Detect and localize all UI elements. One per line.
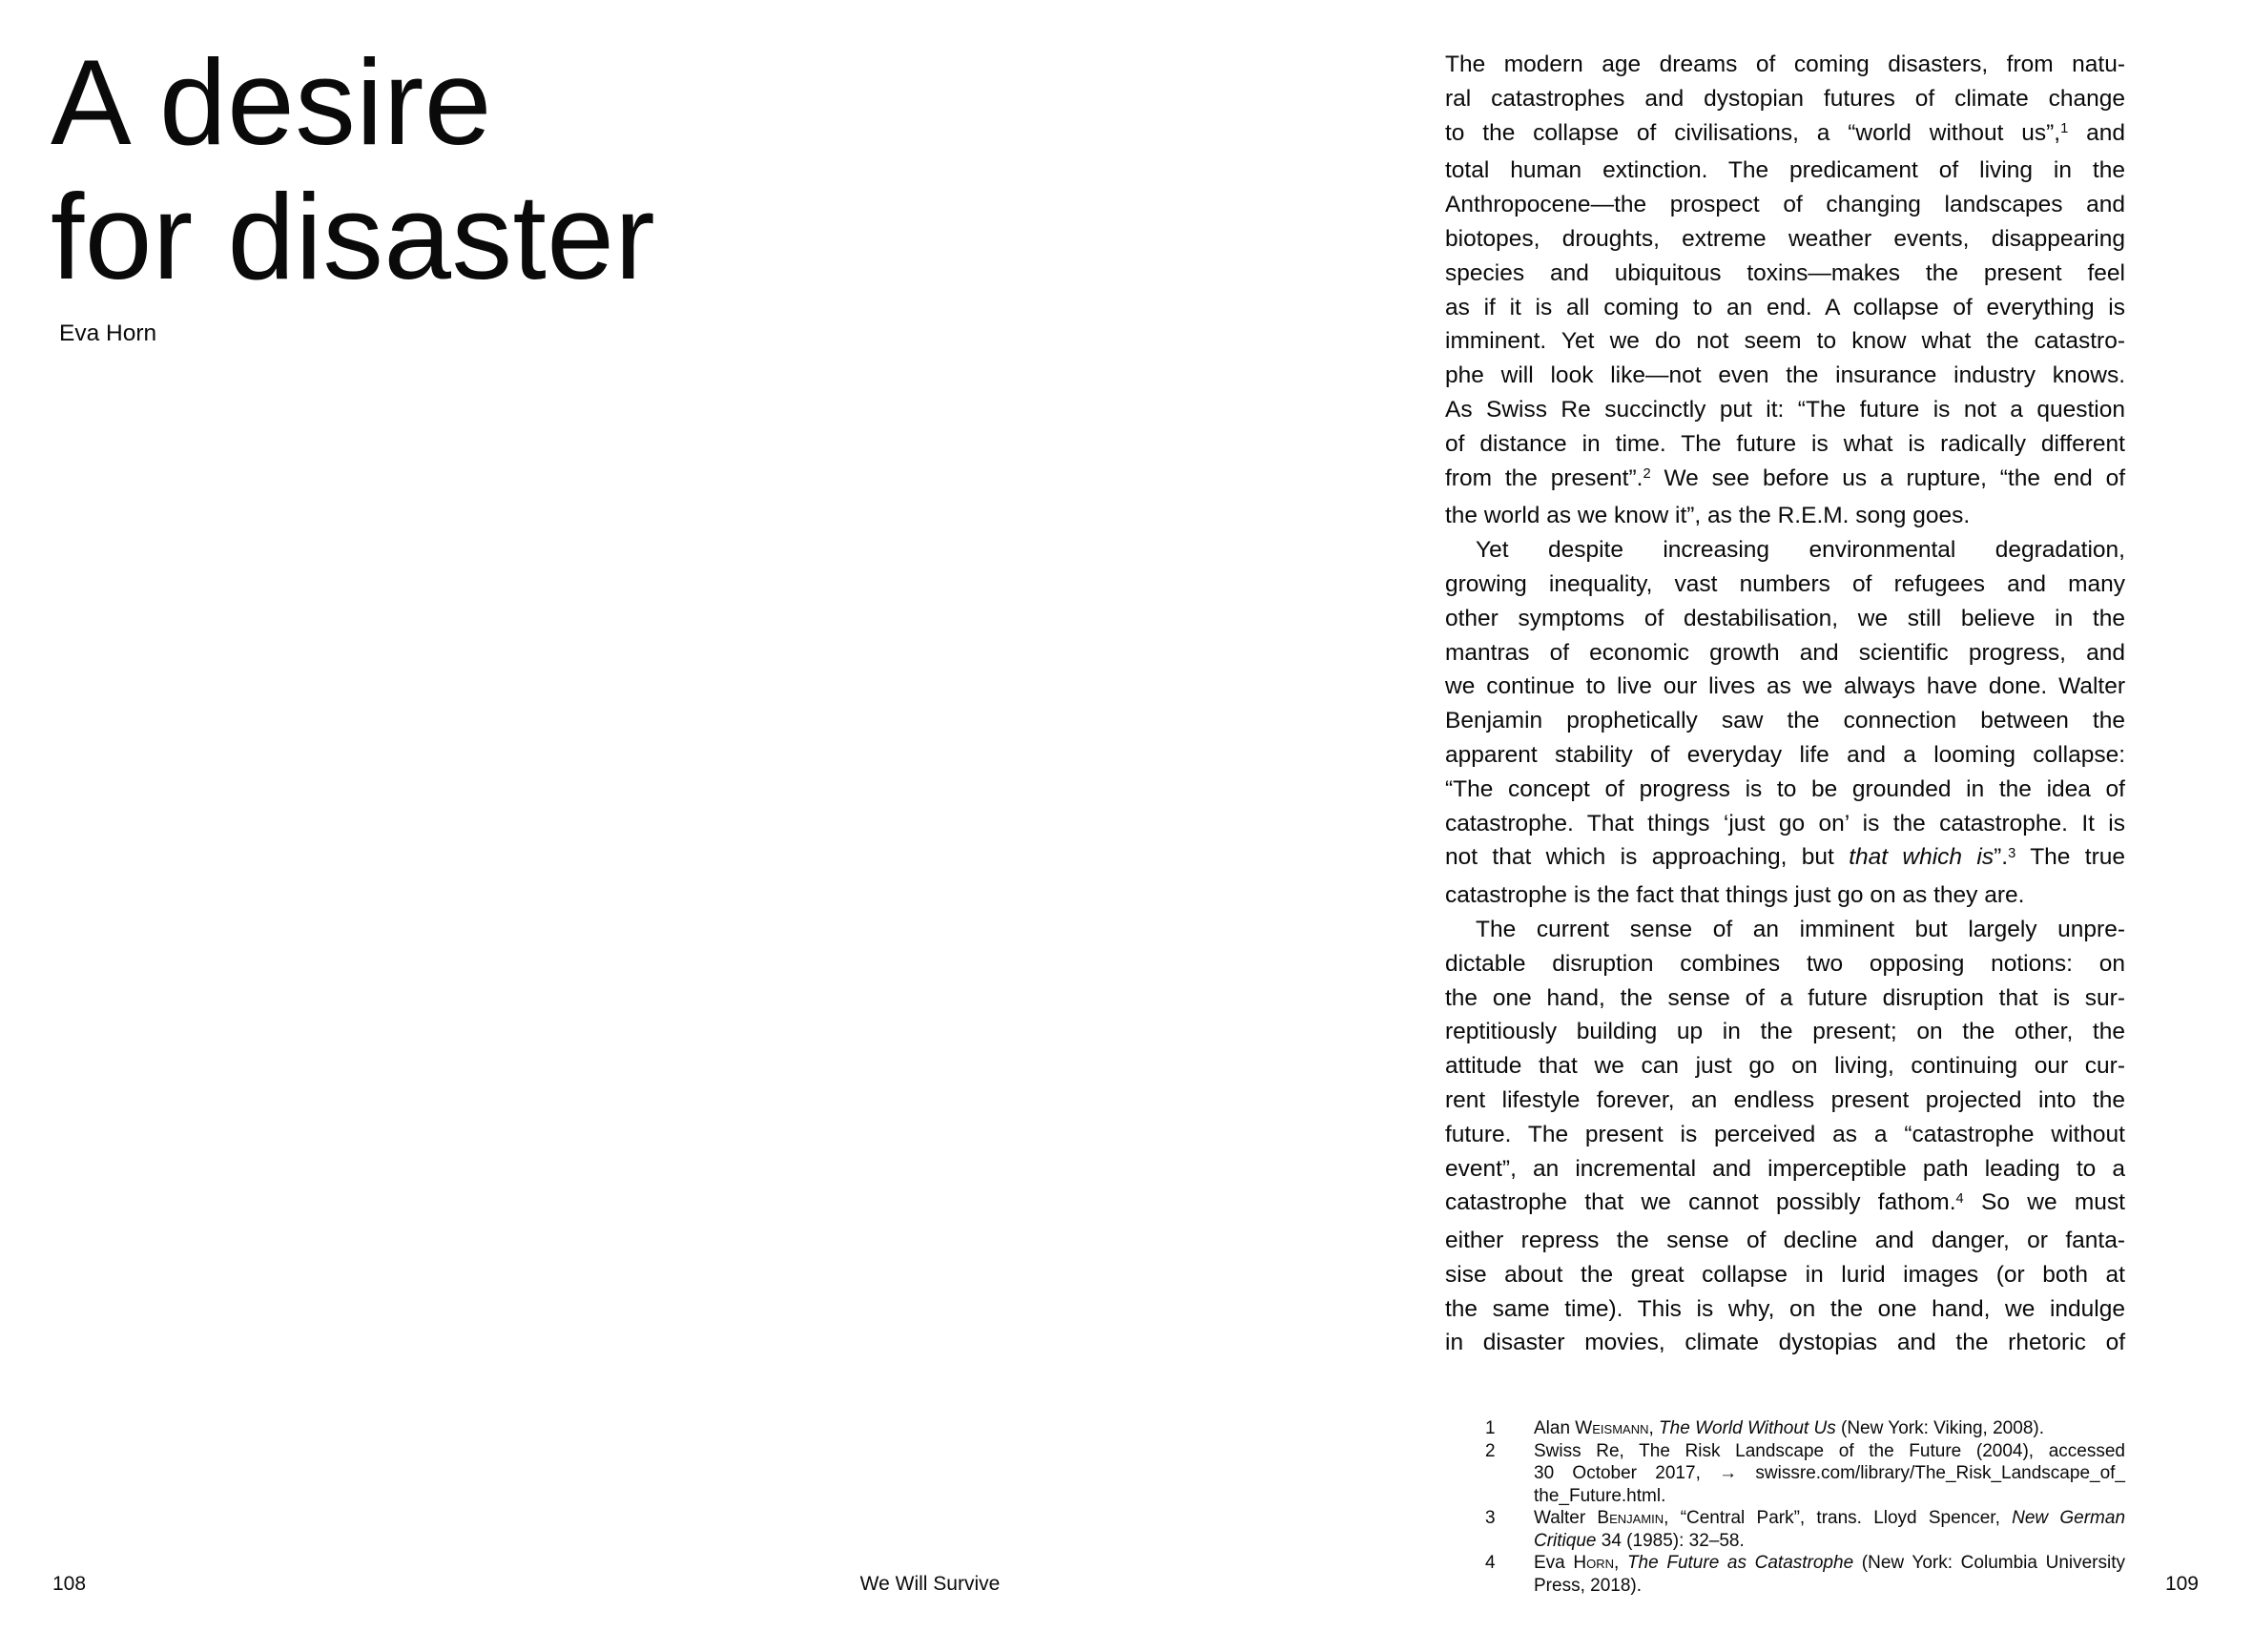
text-segment: , “Central Park”, trans. Lloyd Spencer, — [1664, 1508, 2013, 1528]
text-segment: phe will look like—not even the insurance industry knows. — [1445, 362, 2125, 389]
body-text-line — [1445, 1084, 2125, 1118]
text-segment: catastrophe is the fact that things just go on as they are. — [1445, 882, 2025, 909]
body-text-line — [1445, 913, 2125, 947]
article-title-line-1: A desire — [51, 34, 492, 170]
body-text-line — [1445, 878, 2125, 913]
running-footer: We Will Survive — [859, 1573, 1001, 1595]
text-segment: mantras of economic growth and scientific progress, and — [1445, 639, 2125, 666]
page-number-left: 108 — [52, 1573, 87, 1595]
body-text-line — [1445, 807, 2125, 841]
body-text-line — [1445, 1186, 2125, 1224]
footnote-text — [1534, 1552, 2125, 1597]
footnote-number: 2 — [1485, 1440, 1496, 1461]
body-text-line — [1445, 1049, 2125, 1084]
text-segment: of distance in time. The future is what is radically different — [1445, 430, 2125, 457]
text-segment: So we must — [1963, 1189, 2125, 1216]
text-segment: we continue to live our lives as we always have done. Walter — [1445, 673, 2125, 700]
text-segment: Walter B — [1534, 1508, 1610, 1528]
text-segment: the same time). This is why, on the one hand, we indulge — [1445, 1295, 2125, 1322]
body-text-line — [1445, 393, 2125, 427]
footnote-line — [1534, 1440, 2125, 1463]
footnote-ref: 3 — [2008, 845, 2016, 861]
text-segment: and — [2068, 119, 2125, 146]
footnote-ref: 1 — [2060, 121, 2069, 137]
body-text-line — [1445, 359, 2125, 393]
text-segment: biotopes, droughts, extreme weather events, disappearing — [1445, 225, 2125, 252]
text-segment: imminent. Yet we do not seem to know what the catastro- — [1445, 328, 2125, 355]
text-segment: other symptoms of destabilisation, we still believe in the — [1445, 605, 2125, 631]
text-segment: dictable disruption combines two opposing notions: on — [1445, 950, 2125, 977]
text-segment: The current sense of an imminent but largely unpre- — [1476, 916, 2125, 942]
body-column — [1445, 48, 2125, 1360]
text-segment: future. The present is perceived as a “catastrophe without — [1445, 1121, 2125, 1147]
text-segment: attitude that we can just go on living, continuing our cur- — [1445, 1053, 2125, 1080]
text-segment: the world as we know it”, as the R.E.M. song goes. — [1445, 503, 1971, 529]
text-segment: The World Without Us — [1659, 1418, 1836, 1438]
text-segment: apparent stability of everyday life and a looming collapse: — [1445, 741, 2125, 768]
body-text-line — [1445, 636, 2125, 671]
text-segment: species and ubiquitous toxins—makes the present feel — [1445, 259, 2125, 286]
text-segment: growing inequality, vast numbers of refugees and many — [1445, 570, 2125, 597]
text-segment: Press, 2018). — [1534, 1575, 1642, 1596]
text-segment: New German — [2012, 1508, 2126, 1528]
text-segment: Critique — [1534, 1530, 1597, 1551]
footnote-ref: 4 — [1955, 1190, 1964, 1207]
body-text-line — [1445, 154, 2125, 188]
footnote-line — [1534, 1575, 2125, 1598]
text-segment: not that which is approaching, but — [1445, 844, 1850, 871]
footnote — [1485, 1552, 2125, 1597]
body-text-line — [1445, 1152, 2125, 1187]
text-segment: sise about the great collapse in lurid images (or both at — [1445, 1261, 2125, 1288]
text-segment: ral catastrophes and dystopian futures of climate change — [1445, 85, 2125, 112]
footnote-number: 1 — [1485, 1418, 1496, 1438]
body-text-line — [1445, 82, 2125, 116]
text-segment: Benjamin prophetically saw the connection between the — [1445, 708, 2125, 734]
text-segment: eismann — [1592, 1418, 1649, 1438]
footnote-line — [1534, 1552, 2125, 1575]
footnote-line — [1534, 1462, 2125, 1485]
text-segment: that which is — [1849, 844, 1995, 871]
body-text-line — [1445, 1292, 2125, 1327]
text-segment: (New York: Viking, 2008). — [1835, 1418, 2044, 1438]
text-segment: catastrophe. That things ‘just go on’ is the catastrophe. It is — [1445, 810, 2125, 836]
article-title — [51, 35, 655, 304]
footnote-text — [1534, 1507, 2125, 1552]
text-segment: The modern age dreams of coming disasters, from natu- — [1445, 52, 2125, 77]
footnote-line — [1534, 1530, 2125, 1553]
text-segment: , — [1648, 1418, 1660, 1438]
body-text-line — [1445, 188, 2125, 222]
text-segment: As Swiss Re succinctly put it: “The future is not a question — [1445, 396, 2125, 423]
body-text-line — [1445, 947, 2125, 981]
text-segment: from the present”. — [1445, 465, 1643, 491]
author-name: Eva Horn — [59, 320, 157, 346]
body-text-line — [1445, 291, 2125, 325]
body-text-line — [1445, 427, 2125, 462]
body-text-line — [1445, 533, 2125, 568]
text-segment: reptitiously building up in the present; on the other, the — [1445, 1019, 2125, 1045]
text-segment: Yet despite increasing environmental degradation, — [1476, 537, 2125, 564]
footnote-number: 4 — [1485, 1553, 1496, 1573]
article-title-line-2: for disaster — [51, 169, 656, 304]
text-segment: either repress the sense of decline and danger, or fanta- — [1445, 1228, 2125, 1254]
body-text-line — [1445, 1326, 2125, 1360]
body-text-line — [1445, 1224, 2125, 1258]
footnote-line — [1534, 1485, 2125, 1508]
body-text-line — [1445, 773, 2125, 807]
footnotes — [1485, 1417, 2125, 1597]
footnote — [1485, 1417, 2125, 1440]
text-segment: to the collapse of civilisations, a “world without us”, — [1445, 119, 2061, 146]
body-text-line — [1445, 670, 2125, 704]
text-segment: orn — [1586, 1553, 1615, 1573]
body-text-line — [1445, 840, 2125, 878]
text-segment: catastrophe that we cannot possibly fathom. — [1445, 1189, 1956, 1216]
text-segment: ”. — [1994, 844, 2009, 871]
text-segment: , — [1614, 1553, 1627, 1573]
text-segment: Alan W — [1534, 1418, 1593, 1438]
footnote-text — [1534, 1440, 2125, 1508]
text-segment: event”, an incremental and imperceptible path leading to a — [1445, 1155, 2125, 1182]
body-text-line — [1445, 981, 2125, 1016]
body-text-line — [1445, 462, 2125, 500]
text-segment: 30 October 2017, → swissre.com/library/The_Risk_Landscape_of_ — [1534, 1463, 2125, 1483]
text-segment: Swiss Re, The Risk Landscape of the Future (2004), accessed — [1534, 1440, 2125, 1461]
body-text-line — [1445, 1015, 2125, 1049]
text-segment: total human extinction. The predicament of living in the — [1445, 157, 2125, 184]
body-text-line — [1445, 499, 2125, 533]
body-text-line — [1445, 704, 2125, 738]
footnote-number: 3 — [1485, 1508, 1496, 1528]
text-segment: rent lifestyle forever, an endless present projected into the — [1445, 1086, 2125, 1113]
text-segment: “The concept of progress is to be grounded in the idea of — [1445, 775, 2125, 802]
footnote-line — [1534, 1507, 2125, 1530]
body-text-line — [1445, 116, 2125, 155]
text-segment: 34 (1985): 32–58. — [1596, 1530, 1745, 1551]
body-text-line — [1445, 324, 2125, 359]
text-segment: Eva H — [1534, 1553, 1587, 1573]
text-segment: enjamin — [1609, 1508, 1664, 1528]
body-text-line — [1445, 1118, 2125, 1152]
footnote-text — [1534, 1417, 2125, 1440]
body-text-line — [1445, 222, 2125, 257]
text-segment: We see before us a rupture, “the end of — [1650, 465, 2125, 491]
body-text-line — [1445, 738, 2125, 773]
body-text-line — [1445, 48, 2125, 82]
footnote-line — [1534, 1417, 2125, 1440]
text-segment: in disaster movies, climate dystopias and the rhetoric of — [1445, 1330, 2125, 1356]
body-text-line — [1445, 602, 2125, 636]
page-number-right: 109 — [2164, 1573, 2199, 1595]
text-segment: the_Future.html. — [1534, 1485, 1666, 1506]
text-segment: as if it is all coming to an end. A collapse of everything is — [1445, 294, 2125, 320]
body-text-line — [1445, 568, 2125, 602]
text-segment: the one hand, the sense of a future disruption that is sur- — [1445, 984, 2125, 1011]
body-text-line — [1445, 257, 2125, 291]
footnote-ref: 2 — [1643, 466, 1651, 483]
text-segment: (New York: Columbia University — [1853, 1553, 2125, 1573]
footnote — [1485, 1440, 2125, 1508]
body-text-line — [1445, 1258, 2125, 1292]
footnote — [1485, 1507, 2125, 1552]
text-segment: Anthropocene—the prospect of changing landscapes and — [1445, 192, 2125, 218]
text-segment: The Future as Catastrophe — [1626, 1553, 1854, 1573]
text-segment: The true — [2015, 844, 2125, 871]
